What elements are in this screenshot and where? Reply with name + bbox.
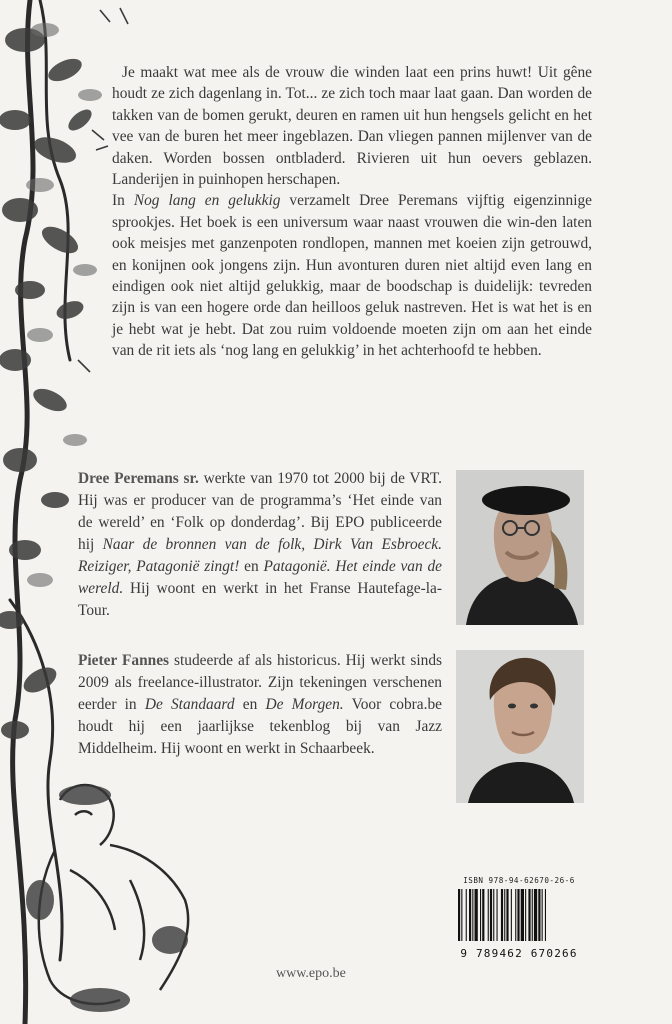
isbn-barcode — [454, 876, 584, 960]
publisher-website: www.epo.be — [276, 966, 346, 981]
author-photo-beret-man-icon — [456, 470, 584, 625]
isbn-number: 9 789462 670266 — [460, 947, 578, 960]
author-name: Dree Peremans sr. — [78, 470, 199, 487]
author-bio-text-2: en — [239, 558, 264, 575]
author-bio — [78, 468, 442, 622]
illustrator-bio-text-2: en — [234, 696, 266, 713]
author-bio-text-1: werkte van 1970 tot 2000 bij de VRT. Hij was er producer van de programma’s ‘Het einde van de wereld’ en ‘Folk op donderdag’. Bij EPO publiceerde hij — [78, 470, 442, 553]
author-books-2: Patagonië. Het einde van de wereld. — [78, 558, 442, 597]
illustrator-photo — [456, 650, 584, 803]
author-books-1: Naar de bronnen van de folk, Dirk Van Esbroeck. Reiziger, Patagonië zingt! — [78, 536, 442, 575]
book-title: Nog lang en gelukkig — [133, 192, 281, 210]
author-photo — [456, 470, 584, 625]
author-bio-text-3: Hij woont en werkt in het Franse Hautefage-la-Tour. — [78, 580, 442, 619]
illustrator-pub-1: De Standaard — [144, 696, 235, 713]
blurb-p2-rest: verzamelt Dree Peremans vijftig eigenzinnige sprookjes. Het boek is een universum waar naast vrouwen die win-den laten ook meisjes met ganzenpoten rondlopen, mannen met koeien zijn getrouwd, en konijnen ook jongens zijn. Hun avonturen duren niet altijd even lang en eindigen ook niet altijd gelukkig, maar de boodschap is duidelijk: tevreden zijn is van een hogere orde dan heilloos geluk nastreven. Het is wat het is en je hebt wat je hebt. Dat zou ruim voldoende moeten zijn om aan het einde van de rit iets als ‘nog lang en gelukkig’ in het achterhoofd te hebben. — [112, 192, 592, 360]
blurb-paragraph-2 — [112, 190, 592, 361]
barcode-icon — [454, 889, 584, 941]
illustrator-bio — [78, 650, 442, 760]
isbn-label: ISBN 978-94-62670-26-6 — [463, 876, 575, 885]
illustrator-name: Pieter Fannes — [78, 652, 170, 669]
illustrator-bio-text-1: studeerde af als historicus. Hij werkt sinds 2009 als freelance-illustrator. Zijn tekeningen verschenen eerder in — [78, 652, 442, 713]
illustrator-photo-man-icon — [456, 650, 584, 803]
blurb-paragraph-1: Je maakt wat mee als de vrouw die winden laat een prins huwt! Uit gêne houdt ze zich dagenlang in. Tot... ze zich toch maar laat gaan. Dan worden de takken van de bomen gerukt, deuren en ramen uit hun hengsels gelicht en het vee van de buren het meer ingeblazen. Dan vliegen pannen mijlenver van de daken. Worden bossen ontbladerd. Rivieren uit hun oevers geblazen. Landerijen in puinhopen herschapen. — [112, 64, 592, 189]
illustrator-pub-2: De Morgen. — [265, 696, 344, 713]
illustrator-bio-text-3: Voor cobra.be houdt hij een jaarlijkse tekenblog bij van Jazz Middelheim. Hij woont en werkt in Schaarbeek. — [78, 696, 442, 757]
blurb-p2-prefix: In — [112, 192, 134, 210]
back-cover-blurb — [112, 62, 592, 362]
